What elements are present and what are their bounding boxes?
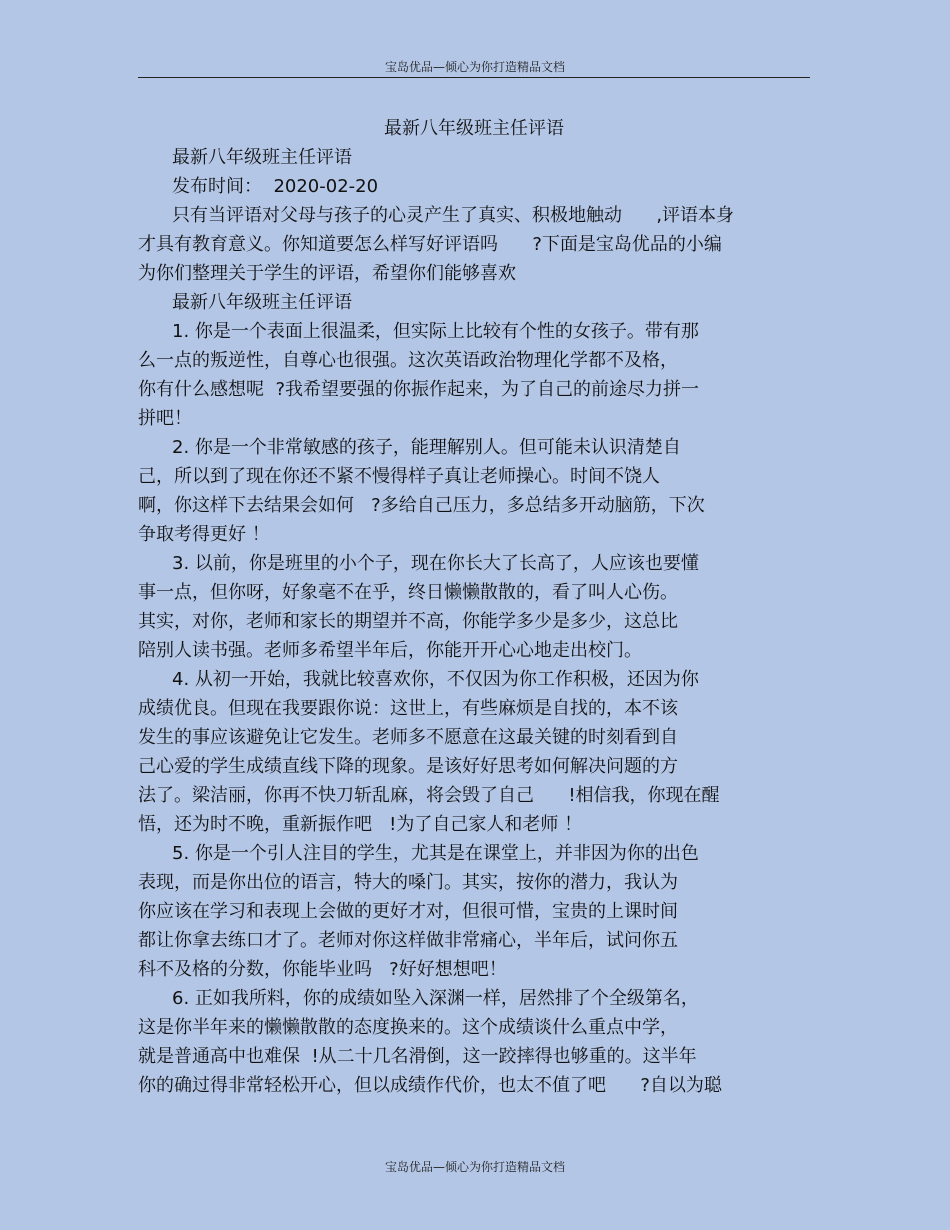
text-line: 3. 以前，你是班里的小个子，现在你长大了长高了，人应该也要懂	[172, 553, 699, 574]
text-line: 己心爱的学生成绩直线下降的现象。是该好好思考如何解决问题的方	[138, 756, 678, 777]
text-line: 么一点的叛逆性，自尊心也很强。这次英语政治物理化学都不及格，	[138, 350, 678, 371]
text-line: 发布时间： 2020-02-20	[172, 176, 379, 197]
text-line: 其实，对你，老师和家长的期望并不高，你能学多少是多少，这总比	[138, 611, 678, 632]
text-line: 争取考得更好 ！	[138, 524, 270, 545]
text-line: 拼吧！	[138, 408, 192, 429]
text-line: 就是普通高中也难保 !从二十几名滑倒，这一跤摔得也够重的。这半年	[138, 1046, 697, 1067]
text-line: 1. 你是一个表面上很温柔，但实际上比较有个性的女孩子。带有那	[172, 321, 699, 342]
text-line: 陪别人读书强。老师多希望半年后，你能开开心心地走出校门。	[138, 640, 642, 661]
text-line: 为你们整理关于学生的评语，希望你们能够喜欢	[138, 263, 516, 284]
document-title: 最新八年级班主任评语	[384, 118, 564, 139]
page-footer: 宝岛优品—倾心为你打造精品文档	[384, 1160, 565, 1174]
text-line: 最新八年级班主任评语	[172, 147, 352, 168]
text-line: 你应该在学习和表现上会做的更好才对，但很可惜，宝贵的上课时间	[138, 901, 678, 922]
text-line: 发生的事应该避免让它发生。老师多不愿意在这最关键的时刻看到自	[138, 727, 678, 748]
text-line: 己，所以到了现在你还不紧不慢得样子真让老师操心。时间不饶人	[138, 466, 660, 487]
page-header: 宝岛优品—倾心为你打造精品文档	[384, 60, 565, 74]
document-lines	[138, 143, 810, 1100]
text-line: 最新八年级班主任评语	[172, 292, 352, 313]
text-line: 悟，还为时不晚，重新振作吧 !为了自己家人和老师 ！	[138, 814, 583, 835]
text-line: 只有当评语对父母与孩子的心灵产生了真实、积极地触动 ,评语本身	[172, 205, 735, 226]
text-line: 事一点，但你呀，好象毫不在乎，终日懒懒散散的，看了叫人心伤。	[138, 582, 678, 603]
text-line: 这是你半年来的懒懒散散的态度换来的。这个成绩谈什么重点中学，	[138, 1017, 678, 1038]
text-line: 你的确过得非常轻松开心，但以成绩作代价，也太不值了吧 ?自以为聪	[138, 1075, 722, 1096]
text-line: 6. 正如我所料，你的成绩如坠入深渊一样，居然排了个全级第名，	[172, 988, 699, 1009]
text-line: 啊，你这样下去结果会如何 ?多给自己压力，多总结多开动脑筋，下次	[138, 495, 705, 516]
document-body	[138, 114, 810, 1100]
text-line: 4. 从初一开始，我就比较喜欢你，不仅因为你工作积极，还因为你	[172, 669, 699, 690]
text-line: 科不及格的分数，你能毕业吗 ?好好想想吧！	[138, 959, 507, 980]
text-line: 成绩优良。但现在我要跟你说：这世上，有些麻烦是自找的，本不该	[138, 698, 678, 719]
text-line: 法了。梁洁丽，你再不快刀斩乱麻，将会毁了自己 !相信我，你现在醒	[138, 785, 720, 806]
text-line: 你有什么感想呢 ?我希望要强的你振作起来，为了自己的前途尽力拼一	[138, 379, 699, 400]
text-line: 5. 你是一个引人注目的学生，尤其是在课堂上，并非因为你的出色	[172, 843, 699, 864]
header-divider	[138, 77, 810, 78]
text-line: 才具有教育意义。你知道要怎么样写好评语吗 ?下面是宝岛优品的小编	[138, 234, 722, 255]
text-line: 都让你拿去练口才了。老师对你这样做非常痛心，半年后，试问你五	[138, 930, 678, 951]
text-line: 2. 你是一个非常敏感的孩子，能理解别人。但可能未认识清楚自	[172, 437, 681, 458]
text-line: 表现，而是你出位的语言，特大的嗓门。其实，按你的潜力，我认为	[138, 872, 678, 893]
